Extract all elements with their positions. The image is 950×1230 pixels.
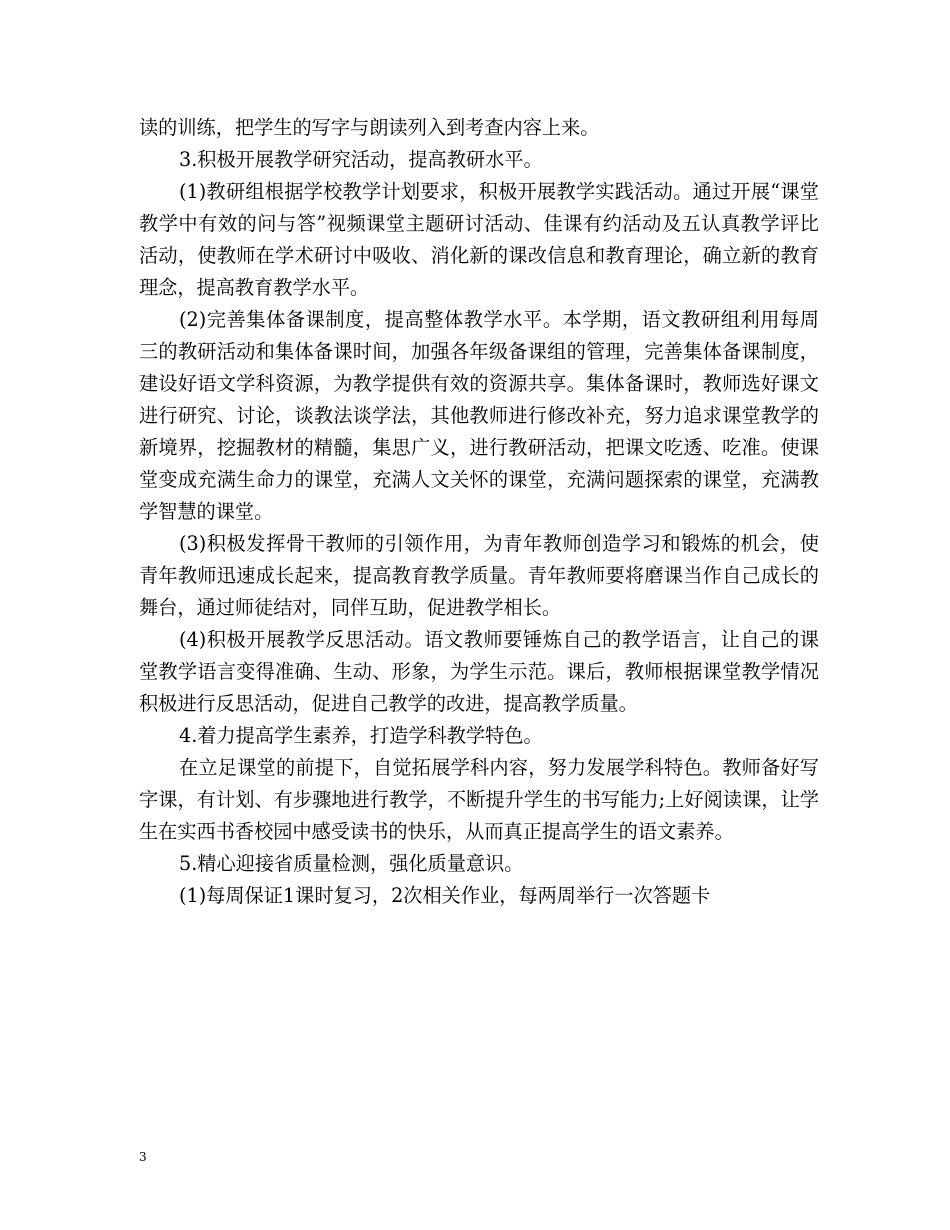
paragraph-3: (1)教研组根据学校教学计划要求，积极开展教学实践活动。通过开展“课堂教学中有效的问与答”视频课堂主题研讨活动、佳课有约活动及五认真教学评比活动，使教师在学术研讨中吸收、消化新的课改信息和教育理论，确立新的教育理念，提高教育教学水平。 bbox=[139, 180, 819, 299]
paragraph-9: 5.精心迎接省质量检测，强化质量意识。 bbox=[179, 852, 524, 875]
page-number: 3 bbox=[139, 1150, 147, 1164]
paragraph-4: (2)完善集体备课制度，提高整体教学水平。本学期，语文教研组利用每周三的教研活动和集体备课时间，加强各年级备课组的管理，完善集体备课制度，建设好语文学科资源，为教学提供有效的资源共享。集体备课时，教师选好课文进行研究、讨论，谈教法谈学法，其他教师进行修改补充，努力追求课堂教学的新境界，挖掘教材的精髓，集思广义，进行教研活动，把课文吃透、吃准。使课堂变成充满生命力的课堂，充满人文关怀的课堂，充满问题探索的课堂，充满教学智慧的课堂。 bbox=[139, 308, 819, 523]
paragraph-5: (3)积极发挥骨干教师的引领作用，为青年教师创造学习和锻炼的机会，使青年教师迅速成长起来，提高教育教学质量。青年教师要将磨课当作自己成长的舞台，通过师徒结对，同伴互助，促进教学相长。 bbox=[139, 532, 819, 619]
paragraph-10: (1)每周保证1课时复习，2次相关作业，每两周举行一次答题卡 bbox=[179, 884, 711, 907]
paragraph-7: 4.着力提高学生素养，打造学科教学特色。 bbox=[179, 724, 543, 747]
paragraph-8: 在立足课堂的前提下，自觉拓展学科内容，努力发展学科特色。教师备好写字课，有计划、有步骤地进行教学，不断提升学生的书写能力;上好阅读课，让学生在实西书香校园中感受读书的快乐，从而真正提高学生的语文素养。 bbox=[139, 756, 819, 843]
paragraph-1: 读的训练，把学生的写字与朗读列入到考查内容上来。 bbox=[139, 116, 600, 139]
document-body bbox=[139, 112, 819, 912]
paragraph-2: 3.积极开展教学研究活动，提高教研水平。 bbox=[179, 148, 543, 171]
paragraph-6: (4)积极开展教学反思活动。语文教师要锤炼自己的教学语言，让自己的课堂教学语言变得准确、生动、形象，为学生示范。课后，教师根据课堂教学情况积极进行反思活动，促进自己教学的改进，提高教学质量。 bbox=[139, 628, 819, 715]
